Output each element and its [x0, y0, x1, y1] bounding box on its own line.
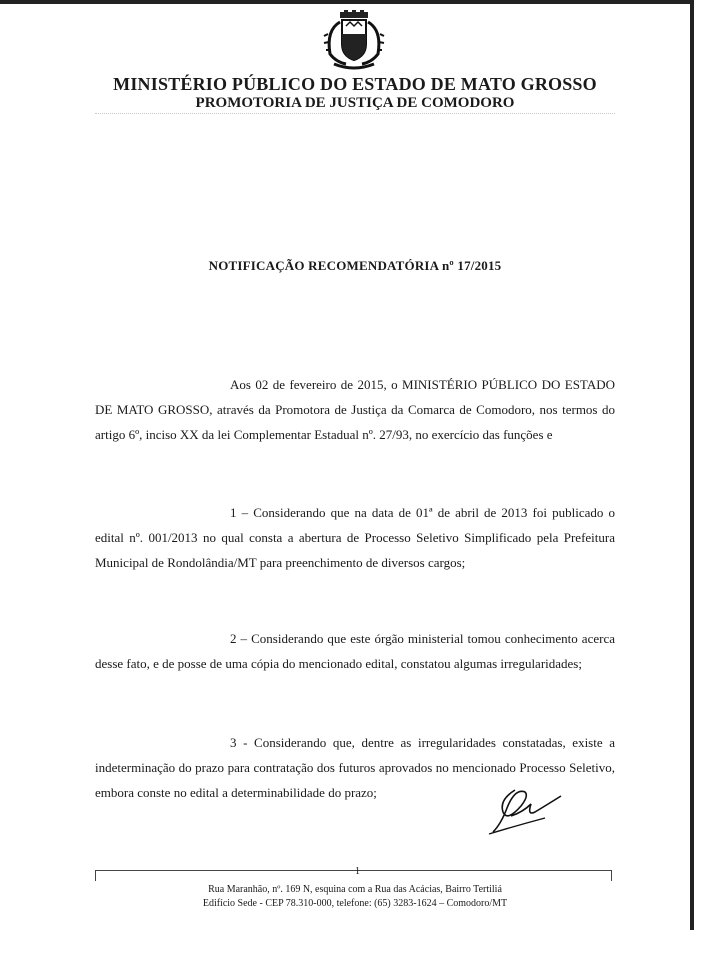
footer-box — [95, 870, 612, 881]
page-right-border — [690, 0, 694, 930]
intro-paragraph: Aos 02 de fevereiro de 2015, o MINISTÉRIO PÚBLICO DO ESTADO DE MATO GROSSO, através da Promotora de Justiça da Comarca de Comodoro, nos termos do artigo 6º, inciso XX da lei Complementar Estadual nº. 27/93, no exercício das funções e — [95, 377, 615, 442]
coat-of-arms-icon — [320, 10, 388, 70]
considerando-paragraph-3: 3 - Considerando que, dentre as irregularidades constatadas, existe a indeterminação do prazo para contratação dos futuros aprovados no mencionado Processo Seletivo, embora conste no edital a determinabilidade do prazo; — [95, 735, 615, 800]
signature-icon — [485, 782, 565, 842]
ministry-name: MINISTÉRIO PÚBLICO DO ESTADO DE MATO GROSSO — [113, 74, 597, 94]
document-title: NOTIFICAÇÃO RECOMENDATÓRIA nº 17/2015 — [208, 258, 502, 273]
page-number: 1 — [355, 866, 360, 877]
footer-contact: Edifício Sede - CEP 78.310-000, telefone: (65) 3283-1624 – Comodoro/MT — [202, 898, 508, 909]
footer-address: Rua Maranhão, nº. 169 N, esquina com a Rua das Acácias, Bairro Tertiliá — [208, 884, 502, 895]
considerando-paragraph-2: 2 – Considerando que este órgão ministerial tomou conhecimento acerca desse fato, e de posse de uma cópia do mencionado edital, constatou algumas irregularidades; — [95, 631, 615, 671]
page-top-border — [0, 0, 694, 4]
considerando-paragraph-1: 1 – Considerando que na data de 01ª de abril de 2013 foi publicado o edital nº. 001/2013 no qual consta a abertura de Processo Seletivo Simplificado pela Prefeitura Municipal de Rondolândia/MT para preenchimento de diversos cargos; — [95, 505, 615, 570]
header-divider — [95, 113, 615, 116]
promotoria-name: PROMOTORIA DE JUSTIÇA DE COMODORO — [195, 95, 515, 111]
